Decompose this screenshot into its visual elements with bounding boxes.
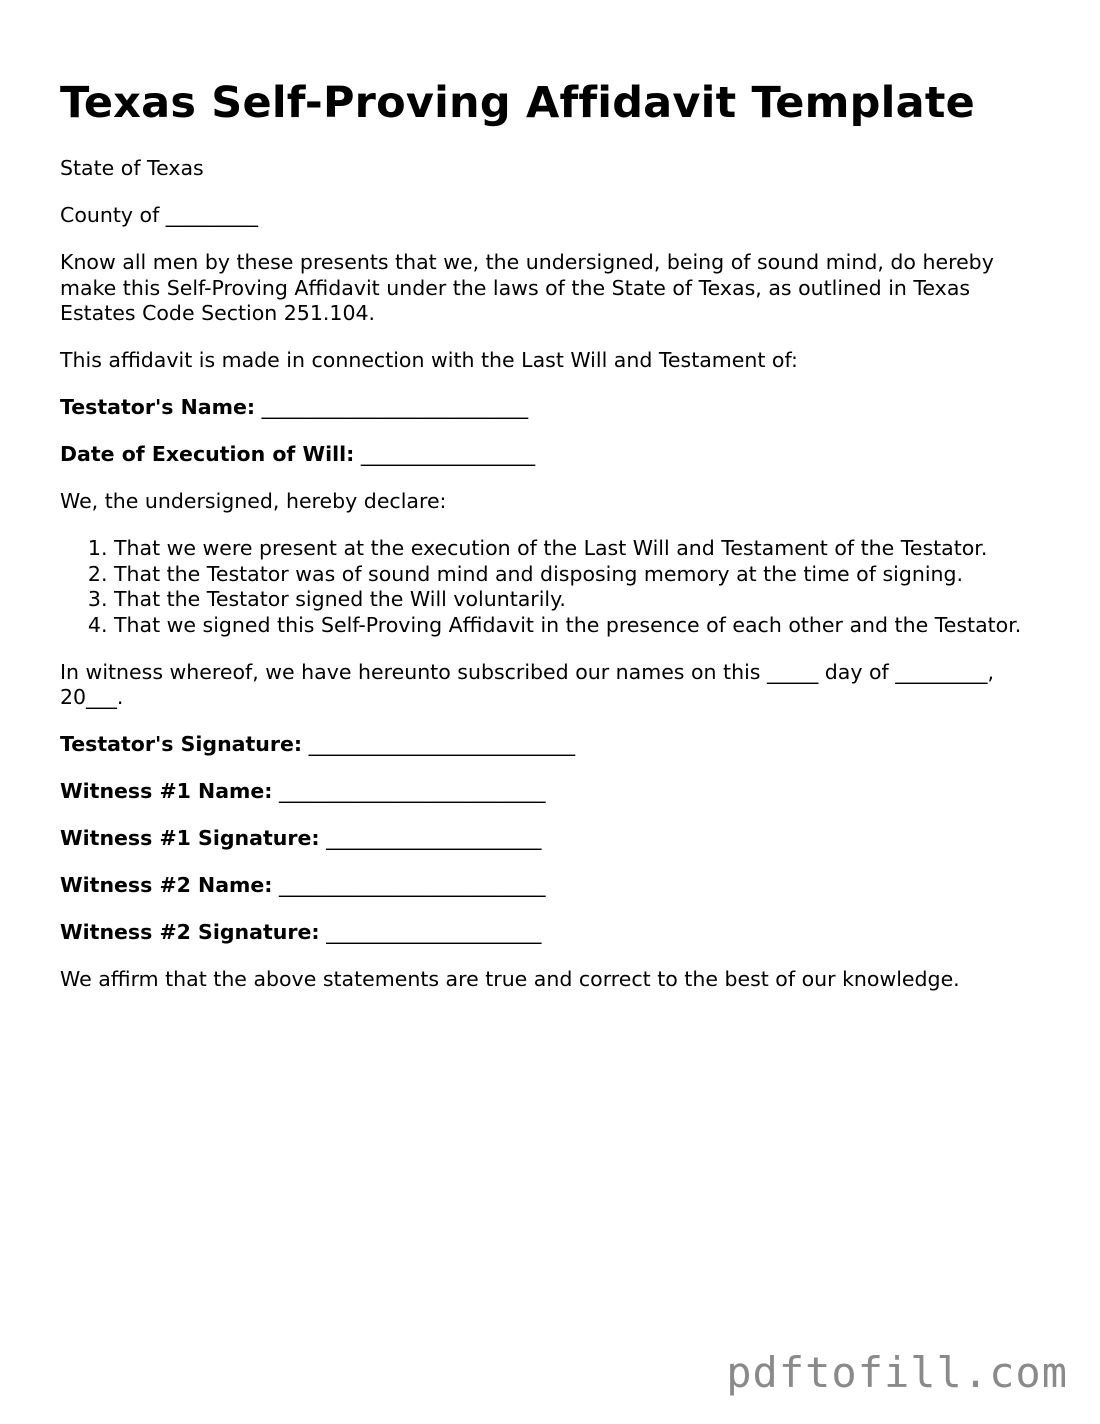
witness2-name-label: Witness #2 Name: — [60, 873, 273, 897]
connection-paragraph: This affidavit is made in connection with the Last Will and Testament of: — [60, 348, 798, 372]
witness1-signature-field — [60, 826, 1050, 852]
county-line: County of _________ — [60, 203, 259, 227]
execution-date-blank[interactable]: _________________ — [360, 442, 536, 466]
witness2-signature-label: Witness #2 Signature: — [60, 920, 320, 944]
affidavit-page — [60, 72, 1050, 1014]
declaration-item: 1. That we were present at the execution of the Last Will and Testament of the Testator. — [114, 536, 1050, 562]
witness1-name-blank[interactable]: __________________________ — [279, 779, 546, 803]
intro-paragraph: Know all men by these presents that we, the undersigned, being of sound mind, do hereby make this Self-Proving Affidavit under the laws of the State of Texas, as outlined in Texas Estates Code Section 251.104. — [60, 250, 994, 325]
declaration-item: 2. That the Testator was of sound mind and disposing memory at the time of signing. — [114, 562, 1050, 588]
testator-signature-label: Testator's Signature: — [60, 732, 303, 756]
witness2-signature-field — [60, 920, 1050, 946]
state-line: State of Texas — [60, 156, 204, 180]
witness1-name-field — [60, 779, 1050, 805]
testator-signature-blank[interactable]: __________________________ — [308, 732, 576, 756]
witness2-name-blank[interactable]: __________________________ — [279, 873, 546, 897]
execution-date-label: Date of Execution of Will: — [60, 442, 355, 466]
testator-name-blank[interactable]: __________________________ — [261, 395, 529, 419]
witness2-name-field — [60, 873, 1050, 899]
testator-signature-field — [60, 732, 1050, 758]
execution-date-field — [60, 442, 1050, 468]
witness1-name-label: Witness #1 Name: — [60, 779, 273, 803]
witness2-signature-blank[interactable]: _____________________ — [326, 920, 542, 944]
witness-clause: In witness whereof, we have hereunto subscribed our names on this _____ day of _________, 20___. — [60, 659, 995, 709]
witness1-signature-blank[interactable]: _____________________ — [326, 826, 542, 850]
testator-name-label: Testator's Name: — [60, 395, 256, 419]
declare-intro: We, the undersigned, hereby declare: — [60, 489, 447, 513]
declarations-list — [60, 536, 1050, 638]
document-title: Texas Self-Proving Affidavit Template — [60, 78, 975, 128]
affirmation-paragraph: We affirm that the above statements are true and correct to the best of our knowledge. — [60, 967, 960, 991]
testator-name-field — [60, 395, 1050, 421]
watermark: pdftofill.com — [726, 1348, 1068, 1397]
witness1-signature-label: Witness #1 Signature: — [60, 826, 320, 850]
declaration-item: 3. That the Testator signed the Will voluntarily. — [114, 587, 1050, 613]
declaration-item: 4. That we signed this Self-Proving Affidavit in the presence of each other and the Testator. — [114, 613, 1050, 639]
